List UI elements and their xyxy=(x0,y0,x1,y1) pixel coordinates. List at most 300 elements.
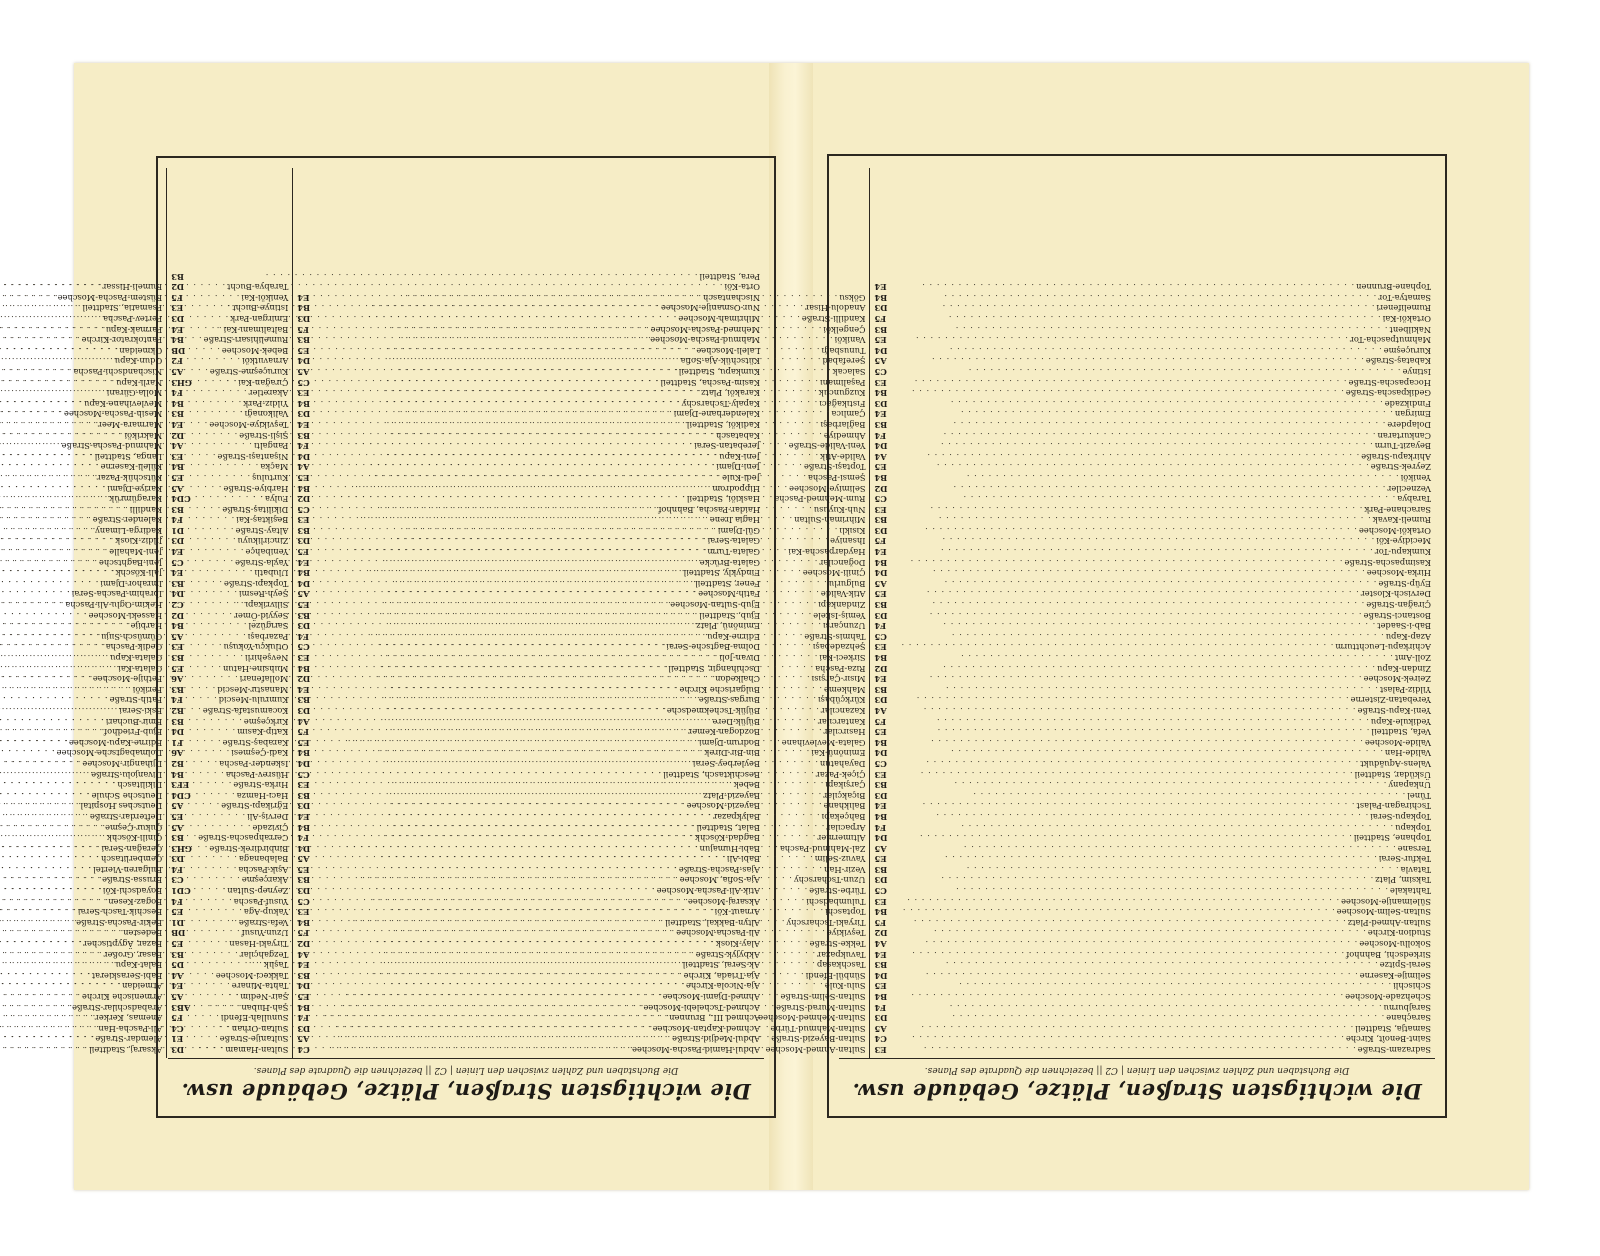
leader-dots xyxy=(901,727,1370,738)
entry-name: Manastır-Mescid xyxy=(217,684,289,695)
index-entry xyxy=(875,1002,1432,1013)
entry-grid-ref: E5 xyxy=(874,854,887,865)
index-entry xyxy=(875,282,1432,293)
index-entry xyxy=(0,769,288,780)
leader-dots xyxy=(323,949,815,960)
entry-grid-ref: E3 xyxy=(171,642,184,653)
entry-name: Bağlarbaşı xyxy=(820,419,866,430)
entry-grid-ref: A4 xyxy=(874,451,887,462)
entry-grid-ref: F4 xyxy=(874,621,887,632)
index-entry xyxy=(0,398,288,409)
index-entry xyxy=(297,981,865,992)
entry-name: Emirgan-Park xyxy=(230,314,289,325)
leader-dots xyxy=(0,780,231,791)
entry-name: Mihrimah-Moschee xyxy=(678,314,760,325)
leader-dots xyxy=(0,282,225,293)
entry-name: Yerebatan-Zisterne xyxy=(1350,695,1431,706)
entry-name: Kalenderhane-Djami xyxy=(673,409,760,420)
leader-dots xyxy=(901,335,1348,346)
leader-dots xyxy=(0,335,202,346)
index-entry xyxy=(297,345,865,356)
leader-dots xyxy=(323,938,807,949)
entry-grid-ref: F4 xyxy=(874,822,887,833)
entry-name: Tahmis-Straße xyxy=(804,631,866,642)
index-entry xyxy=(0,451,288,462)
entry-name: Vefa, Stadtteil xyxy=(1371,727,1431,738)
entry-grid-ref: F5 xyxy=(297,727,309,738)
index-entry xyxy=(0,917,288,928)
index-entry xyxy=(875,589,1432,600)
entry-name: Schehzade-Moschee xyxy=(1345,992,1431,1003)
entry-name: Kürkçübaşı xyxy=(817,695,866,706)
leader-dots xyxy=(0,907,242,918)
leader-dots xyxy=(901,313,1381,324)
entry-name: Yakup-Aga xyxy=(243,907,289,918)
index-entry xyxy=(297,525,865,536)
index-entry xyxy=(297,758,865,769)
entry-grid-ref: F4 xyxy=(874,430,887,441)
entry-name: Hippodrom xyxy=(712,483,760,494)
entry-name: Divan-Joli xyxy=(719,653,760,664)
entry-name: Molla-Gürani xyxy=(106,388,163,399)
leader-dots xyxy=(901,610,1362,621)
entry-grid-ref: D3 xyxy=(297,621,311,632)
entry-name: Şemsi-Pascha xyxy=(807,472,866,483)
entry-name: Haidar-Pascha, Bahnhof xyxy=(658,504,760,515)
entry-name: Çivizade xyxy=(252,822,289,833)
leader-dots xyxy=(901,970,1358,981)
leader-dots xyxy=(323,483,787,494)
leader-dots xyxy=(323,409,829,420)
leader-dots xyxy=(323,472,806,483)
entry-grid-ref: D2 xyxy=(874,663,888,674)
entry-name: Galata-Kapu xyxy=(110,653,163,664)
leader-dots xyxy=(323,1002,774,1013)
leader-dots xyxy=(0,833,196,844)
leader-dots xyxy=(0,631,246,642)
entry-name: Şerefabad xyxy=(822,356,866,367)
leader-dots xyxy=(0,705,201,716)
leader-dots xyxy=(901,388,1344,399)
leader-dots xyxy=(901,991,1344,1002)
index-entry xyxy=(875,441,1432,452)
leader-dots xyxy=(0,1034,218,1045)
entry-name: Fethije-Moschee xyxy=(92,674,163,685)
entry-name: Kadi-Çeşmesi xyxy=(231,748,289,759)
index-entry xyxy=(875,642,1432,653)
leader-dots xyxy=(323,557,817,568)
entry-name: Aksaraj, Stadtteil xyxy=(89,1045,163,1055)
leader-dots xyxy=(323,811,819,822)
entry-name: Brussa-Straße xyxy=(102,875,163,886)
index-entry xyxy=(297,430,865,441)
entry-grid-ref: GH3 xyxy=(171,843,192,854)
leader-dots xyxy=(0,578,222,589)
entry-grid-ref: B3 xyxy=(171,833,184,844)
index-entry xyxy=(297,313,865,324)
leader-dots xyxy=(901,886,1389,897)
entry-name: Kuzguncuk xyxy=(818,388,866,399)
entry-grid-ref: E3 xyxy=(874,896,887,907)
entry-grid-ref: A5 xyxy=(874,843,887,854)
entry-name: Deutsches Hospital xyxy=(80,801,163,812)
entry-name: Defterdar-Straße xyxy=(89,811,163,822)
leader-dots xyxy=(901,356,1364,367)
entry-grid-ref: D4 xyxy=(297,356,311,367)
entry-name: Zeyrek-Straße xyxy=(1370,462,1431,473)
entry-name: Ejub, Stadtteil xyxy=(699,610,760,621)
entry-name: Kariye-Djami xyxy=(107,483,163,494)
index-entry xyxy=(875,896,1432,907)
entry-name: Pertev-Pascha xyxy=(103,314,163,325)
entry-grid-ref: F4 xyxy=(171,388,183,399)
leader-dots xyxy=(323,642,811,653)
leader-dots xyxy=(901,472,1399,483)
leader-dots xyxy=(323,674,809,685)
index-entry xyxy=(297,695,865,706)
entry-name: Divanjolu-Straße xyxy=(91,769,163,780)
entry-grid-ref: B3 xyxy=(297,790,311,801)
index-entry xyxy=(0,441,288,452)
entry-name: Achmed-Kaptan-Moschee xyxy=(652,1023,760,1034)
entry-name: Mahmud-Pascha-Moschee xyxy=(650,335,760,346)
index-entry xyxy=(297,578,865,589)
index-entry xyxy=(297,833,865,844)
leader-dots xyxy=(323,345,819,356)
leader-dots xyxy=(323,758,818,769)
entry-grid-ref: E4 xyxy=(874,547,887,558)
entry-name: Kumkapu, Stadtteil xyxy=(678,367,760,377)
index-entry xyxy=(875,727,1432,738)
index-column xyxy=(870,168,1436,1058)
entry-name: Yavuz-Selim xyxy=(814,854,866,865)
index-entry xyxy=(297,769,865,780)
entry-grid-ref: E5 xyxy=(874,335,887,346)
entry-name: Çerağan-Serai xyxy=(101,843,163,854)
index-entry xyxy=(875,854,1432,865)
index-entry xyxy=(875,335,1432,346)
entry-name: Kuruçeşme-Straße xyxy=(209,367,289,377)
entry-name: Valide-Moschee xyxy=(1364,737,1431,748)
leader-dots xyxy=(901,462,1369,473)
entry-name: Sultanije-Straße xyxy=(219,1034,289,1045)
entry-name: Fındıkzade xyxy=(1384,398,1431,409)
leader-dots xyxy=(0,652,243,663)
entry-grid-ref: B3 xyxy=(297,335,311,346)
index-entry xyxy=(297,1013,865,1024)
leader-dots xyxy=(0,472,250,483)
leader-dots xyxy=(901,705,1356,716)
leader-dots xyxy=(323,377,818,388)
entry-grid-ref: D3 xyxy=(874,610,888,621)
index-entry xyxy=(875,907,1432,918)
leader-dots xyxy=(0,398,241,409)
entry-grid-ref: C5 xyxy=(874,367,887,377)
entry-grid-ref: E4 xyxy=(297,811,310,822)
entry-name: Yeniköi-Kai xyxy=(241,292,289,303)
leader-dots xyxy=(323,695,816,706)
entry-grid-ref: CD4 xyxy=(171,790,191,801)
entry-name: Yıldız-Park xyxy=(243,398,289,409)
entry-grid-ref: D2 xyxy=(297,939,311,950)
leader-dots xyxy=(0,557,233,568)
entry-name: Tatavla xyxy=(1400,864,1431,875)
entry-grid-ref: E3 xyxy=(171,451,184,462)
entry-grid-ref: A4 xyxy=(171,970,184,981)
entry-name: Topkapı-Straße xyxy=(224,578,289,589)
index-entry xyxy=(297,599,865,610)
entry-name: Tschiragan-Palast xyxy=(1356,801,1431,812)
entry-name: Jerebatan-Serai xyxy=(694,441,760,452)
entry-grid-ref: B4 xyxy=(297,398,311,409)
entry-name: Pazarbaşı xyxy=(247,631,289,642)
entry-grid-ref: F5 xyxy=(874,716,887,727)
leader-dots xyxy=(901,949,1345,960)
entry-name: Bin-Bir-Direk xyxy=(704,748,760,759)
index-entry xyxy=(0,568,288,579)
index-entry xyxy=(297,652,865,663)
leader-dots xyxy=(0,1013,219,1024)
entry-name: Sarıgüzel xyxy=(248,621,289,632)
entry-name: Dolapdere xyxy=(1387,419,1431,430)
index-entry xyxy=(0,292,288,303)
leader-dots xyxy=(901,684,1378,695)
entry-name: Balat-Kapu xyxy=(115,960,163,971)
index-entry xyxy=(0,652,288,663)
index-entry xyxy=(297,1002,865,1013)
entry-name: Gedik-Pascha xyxy=(105,642,163,653)
entry-name: Eğrikapı-Straße xyxy=(221,801,289,812)
entry-name: Kasim-Pascha, Stadtteil xyxy=(660,377,760,388)
entry-grid-ref: B4 xyxy=(874,737,888,748)
entry-grid-ref: D4 xyxy=(874,970,888,981)
index-entry xyxy=(0,716,288,727)
entry-name: Çarşıkapı xyxy=(825,780,866,791)
leader-dots xyxy=(901,536,1375,547)
entry-grid-ref: F5 xyxy=(171,292,183,303)
entry-name: Arnavutköi xyxy=(242,356,289,367)
index-entry xyxy=(297,589,865,600)
entry-name: Tulumbadschi xyxy=(806,896,866,907)
entry-name: Beylerbey-Serai xyxy=(692,758,760,769)
entry-grid-ref: A4 xyxy=(297,462,310,473)
index-entry xyxy=(0,737,288,748)
leader-dots xyxy=(323,547,786,558)
entry-grid-ref: F5 xyxy=(297,928,309,939)
index-entry xyxy=(0,705,288,716)
index-entry xyxy=(0,864,288,875)
entry-name: Langa, Stadtteil xyxy=(94,451,163,462)
index-entry xyxy=(297,875,865,886)
index-entry xyxy=(297,811,865,822)
index-entry xyxy=(875,536,1432,547)
entry-grid-ref: C2 xyxy=(171,600,184,611)
leader-dots xyxy=(901,822,1394,833)
entry-name: Feriköi xyxy=(132,684,163,695)
entry-grid-ref: D3 xyxy=(874,875,888,886)
entry-grid-ref: E5 xyxy=(297,472,310,483)
entry-name: Marmara-Meer xyxy=(97,419,163,430)
entry-name: Zindankapı xyxy=(818,600,866,611)
index-entry xyxy=(297,462,865,473)
entry-grid-ref: B3 xyxy=(297,875,311,886)
leader-dots xyxy=(323,928,824,939)
entry-grid-ref: E3 xyxy=(874,504,887,515)
entry-name: Jeni-Kapu xyxy=(719,451,760,462)
leader-dots xyxy=(0,981,230,992)
leader-dots xyxy=(0,886,225,897)
leader-dots xyxy=(323,451,818,462)
entry-grid-ref: B3 xyxy=(874,960,888,971)
entry-grid-ref: AB3 xyxy=(171,1002,191,1013)
leader-dots xyxy=(901,833,1352,844)
entry-name: Istinye-Bucht xyxy=(232,303,289,314)
entry-name: Cankurtaran xyxy=(1377,430,1431,441)
entry-name: Nevşehirli xyxy=(245,653,289,664)
entry-name: Mehmed-Pascha-Moschee xyxy=(650,324,760,335)
entry-name: Göksu xyxy=(839,292,866,303)
entry-name: Akarçeşme xyxy=(241,875,289,886)
entry-name: Kadiköi, Stadtteil xyxy=(686,419,760,430)
entry-grid-ref: D2 xyxy=(297,494,311,505)
leader-dots xyxy=(901,875,1374,886)
leader-dots xyxy=(0,737,221,748)
entry-name: Hocapascha-Straße xyxy=(1348,377,1431,388)
entry-name: Balykpazar xyxy=(713,811,760,822)
entry-name: Kadirga-Limany xyxy=(95,525,163,536)
index-entry xyxy=(0,790,288,801)
leader-dots xyxy=(901,811,1369,822)
entry-name: Akbyjyk-Straße xyxy=(695,949,760,960)
entry-name: Dolmabagtsche-Moschee xyxy=(56,748,163,759)
entry-grid-ref: B3 xyxy=(297,430,311,441)
leader-dots xyxy=(901,1013,1385,1024)
index-entry xyxy=(0,748,288,759)
entry-grid-ref: E4 xyxy=(171,419,184,430)
entry-grid-ref: B3 xyxy=(297,610,311,621)
entry-name: Sultan-Orhan xyxy=(231,1023,289,1034)
index-entry xyxy=(0,377,288,388)
index-entry xyxy=(297,886,865,897)
entry-name: Sultan-Selim-Moschee xyxy=(1336,907,1431,918)
entry-name: Sultan-Mahmud-Türbe xyxy=(770,1023,866,1034)
entry-name: Mahkeme xyxy=(823,684,866,695)
leader-dots xyxy=(901,790,1406,801)
entry-name: Haskiöi, Stadtteil xyxy=(686,494,760,505)
entry-name: Alay-Kiosk xyxy=(715,939,760,950)
leader-dots xyxy=(323,356,820,367)
entry-grid-ref: F5 xyxy=(874,314,887,325)
index-entry xyxy=(0,960,288,971)
entry-name: Achmed-Tschelebi-Moschee xyxy=(643,1002,760,1013)
entry-grid-ref: E4 xyxy=(297,960,310,971)
entry-name: Alemdar-Straße xyxy=(95,1034,163,1045)
leader-dots xyxy=(901,483,1386,494)
leader-dots xyxy=(0,388,247,399)
entry-name: Paşalimanı xyxy=(820,377,866,388)
entry-name: Karagümrük xyxy=(109,494,163,505)
index-entry xyxy=(297,949,865,960)
entry-grid-ref: F4 xyxy=(874,1002,887,1013)
entry-name: Pera, Stadtteil xyxy=(699,271,760,282)
entry-name: Zal-Mahmud-Pascha xyxy=(779,843,866,854)
entry-name: Beschik-Tasch-Serai xyxy=(77,907,163,918)
index-entry xyxy=(875,917,1432,928)
leader-dots xyxy=(323,917,784,928)
index-entry xyxy=(875,388,1432,399)
entry-grid-ref: D3 xyxy=(171,1045,185,1055)
leader-dots xyxy=(323,833,815,844)
index-entry xyxy=(297,991,865,1002)
leader-dots xyxy=(901,716,1369,727)
entry-grid-ref: B3 xyxy=(874,684,888,695)
entry-grid-ref: E3 xyxy=(297,653,310,664)
entry-name: Toptaşı-Straße xyxy=(803,462,866,473)
entry-grid-ref: C4 xyxy=(874,1034,887,1045)
entry-name: Gedikpascha-Straße xyxy=(1345,388,1431,399)
leader-dots xyxy=(323,515,792,526)
entry-name: Ahmediye xyxy=(823,430,866,441)
leader-dots xyxy=(0,970,214,981)
index-entry xyxy=(875,303,1432,314)
leader-dots xyxy=(0,504,220,515)
entry-name: Eminönü-Kai xyxy=(811,748,866,759)
entry-name: Harbije xyxy=(130,621,163,632)
leader-dots xyxy=(323,652,817,663)
index-entry xyxy=(0,1034,288,1045)
leader-dots xyxy=(901,938,1358,949)
entry-grid-ref: D3 xyxy=(874,303,888,314)
entry-name: Ejub-Sultan-Moschee xyxy=(670,600,760,611)
entry-grid-ref: D4 xyxy=(874,441,888,452)
index-entry xyxy=(875,758,1432,769)
entry-name: Rumeli-Kavak xyxy=(1372,515,1431,526)
entry-grid-ref: B4 xyxy=(297,748,311,759)
index-entry xyxy=(0,1013,288,1024)
entry-grid-ref: D3 xyxy=(874,1013,888,1024)
leader-dots xyxy=(0,599,243,610)
leader-dots xyxy=(901,494,1396,505)
index-entry xyxy=(0,970,288,981)
entry-name: Imrahor-Djami xyxy=(100,578,163,589)
entry-name: Hekim-Oglu-Ali-Pascha xyxy=(65,600,163,611)
entry-grid-ref: F4 xyxy=(171,896,183,907)
entry-name: Bıçakçılar xyxy=(823,790,866,801)
leader-dots xyxy=(0,758,217,769)
entry-name: Sultan-Mehmed-Moschee xyxy=(758,1013,866,1024)
entry-grid-ref: D3 xyxy=(874,525,888,536)
page-title: Die wichtigsten Straßen, Plätze, Gebäude usw. xyxy=(852,1079,1422,1104)
leader-dots xyxy=(901,398,1383,409)
entry-grid-ref: D3 xyxy=(171,314,185,325)
entry-name: Muhsine-Hatun xyxy=(222,663,289,674)
entry-name: Jeni-Baghtsche xyxy=(98,557,163,568)
leader-dots xyxy=(323,705,818,716)
entry-name: Yeniköi xyxy=(1400,472,1431,483)
index-entry xyxy=(875,822,1432,833)
index-entry xyxy=(0,674,288,685)
entry-name: Atmeidan xyxy=(121,981,163,992)
leader-dots xyxy=(323,801,821,812)
entry-name: Kabatasch xyxy=(716,430,760,441)
leader-dots xyxy=(901,282,1355,293)
index-entry xyxy=(297,441,865,452)
entry-name: Galata-Mevlevihane xyxy=(781,737,866,748)
entry-name: Narli-Kapu xyxy=(116,377,163,388)
index-entry xyxy=(0,949,288,960)
entry-name: Takkeci-Moschee xyxy=(215,970,289,981)
leader-dots xyxy=(901,525,1357,536)
